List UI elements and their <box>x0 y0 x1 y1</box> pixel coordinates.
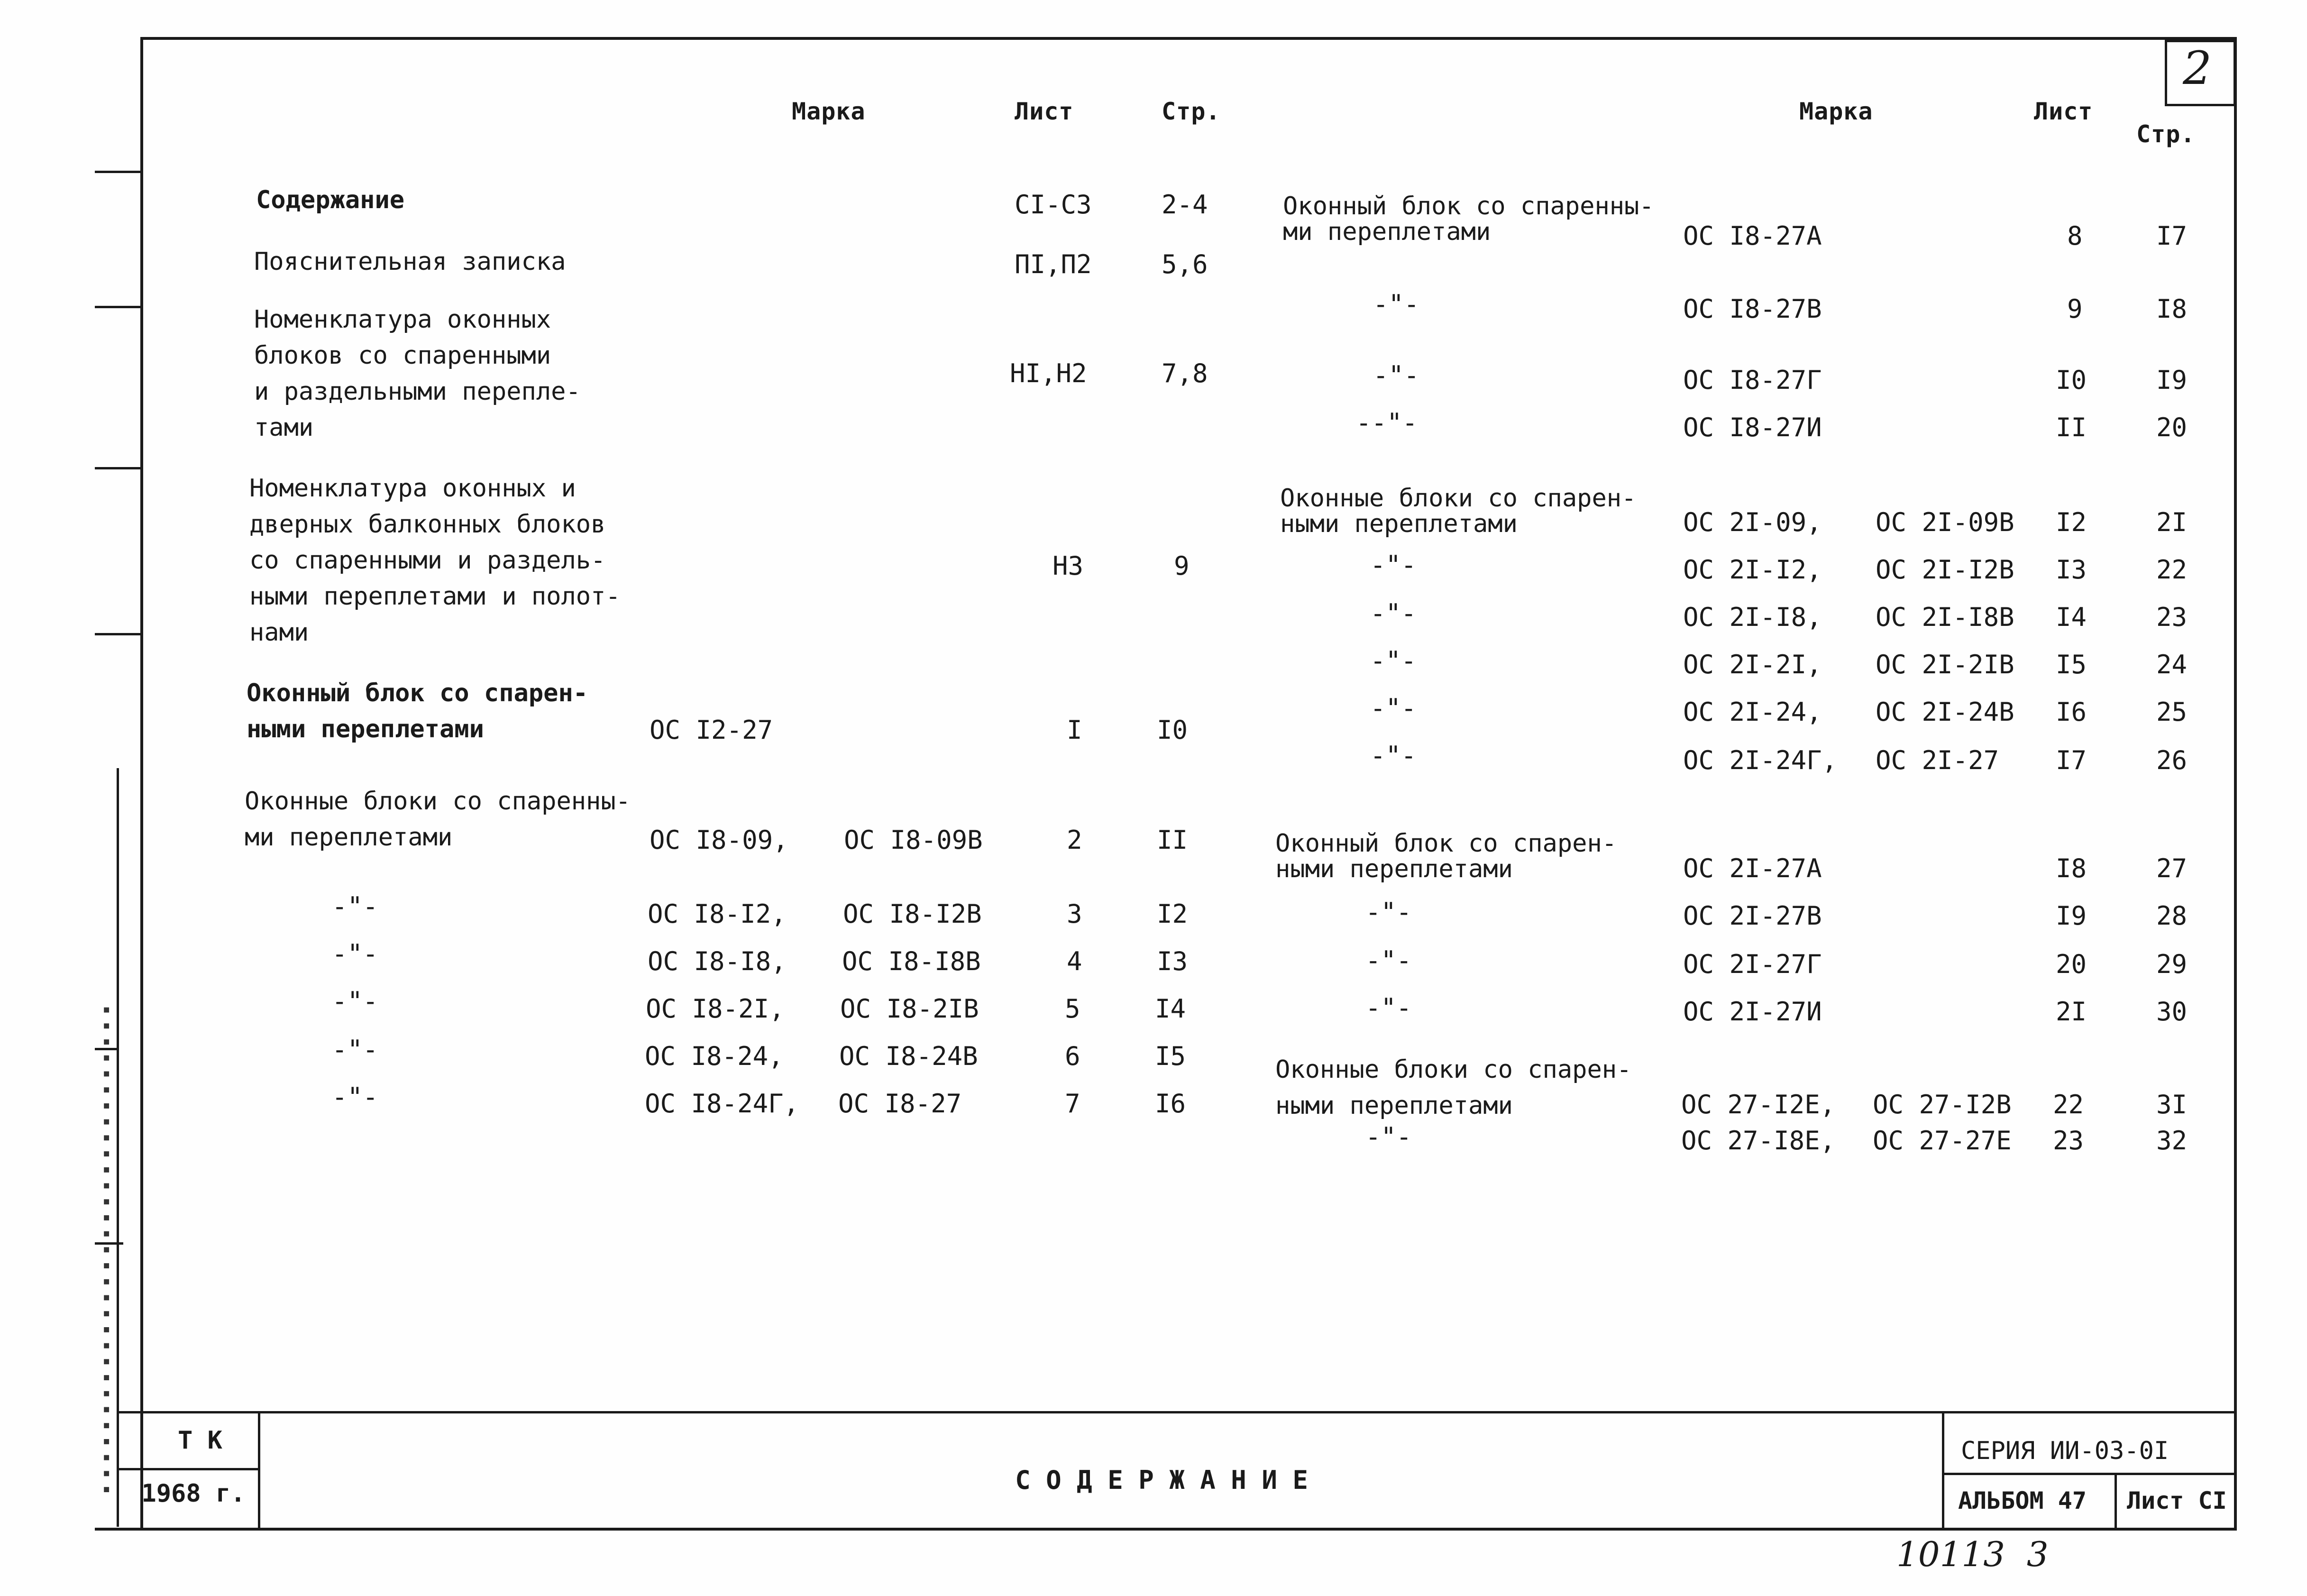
left-item-list: 7 <box>1065 1089 1080 1119</box>
left-item-name: Оконный блок со спарен- ными переплетами <box>247 679 588 743</box>
right-item-name: Оконный блок со спаренны- ми переплетами <box>1283 192 1654 246</box>
right-item-marka: ОС I8-27А <box>1683 221 1822 251</box>
right-item-list: 22 <box>2053 1090 2084 1119</box>
right-item-name: -"- <box>1370 693 1417 723</box>
left-item-list: 2 <box>1067 825 1082 855</box>
right-item-marka2: ОС 2I-24В <box>1876 697 2014 727</box>
right-item-marka: ОС 2I-27В <box>1683 901 1822 931</box>
frame-left <box>140 37 143 1531</box>
stamp-sheet: Лист CI <box>2127 1487 2227 1514</box>
right-header-str: Стр. <box>2136 120 2196 148</box>
left-item-marka2: ОС I8-09В <box>844 825 983 855</box>
right-item-list: 8 <box>2067 221 2083 251</box>
left-item-marka: ОС I8-I2, <box>648 899 787 929</box>
left-item-name: Пояснительная записка <box>254 248 566 276</box>
frame-right <box>2234 37 2237 1531</box>
right-item-marka: ОС 2I-27И <box>1683 997 1822 1027</box>
left-item-list: I <box>1067 715 1082 745</box>
right-header-list: Лист <box>2034 98 2093 125</box>
right-item-name: -"- <box>1370 550 1417 580</box>
left-item-marka: ОС I8-2I, <box>646 994 785 1024</box>
left-item-name: -"- <box>332 1035 378 1064</box>
right-item-name: -"- <box>1370 598 1417 628</box>
left-item-list: HI,H2 <box>1010 358 1087 388</box>
right-item-marka: ОС 2I-09, <box>1683 507 1822 537</box>
title-block-divider <box>1942 1411 1944 1530</box>
left-item-name: -"- <box>332 1082 378 1112</box>
left-item-str: I2 <box>1157 899 1188 929</box>
left-item-marka2: ОС I8-I8В <box>842 946 981 976</box>
right-item-marka: ОС 2I-I8, <box>1683 602 1822 632</box>
left-item-name: -"- <box>332 891 378 921</box>
right-item-list: 2I <box>2056 997 2087 1027</box>
left-item-list: H3 <box>1053 551 1084 581</box>
right-item-str: 3I <box>2156 1090 2188 1119</box>
left-item-str: 5,6 <box>1162 249 1208 279</box>
stamp-album: АЛЬБОМ 47 <box>1958 1487 2087 1514</box>
right-item-list: I8 <box>2056 853 2087 883</box>
margin-vertical-text: ▪ ▪ ▪ ▪ ▪ ▪ ▪ ▪ ▪ ▪ ▪ ▪ ▪ ▪ ▪ ▪ ▪ ▪ ▪ ▪ ▪ ▪ ▪ ▪ ▪ ▪ ▪ ▪ ▪ ▪ ▪ <box>98 1006 113 1494</box>
title-block-right-mid <box>1942 1473 2237 1475</box>
title-block-divider <box>2115 1473 2117 1530</box>
page-number: 2 <box>2183 42 2212 95</box>
right-item-name: Оконные блоки со спарен- ными переплетами <box>1275 1055 1632 1120</box>
right-item-list: I3 <box>2056 555 2087 585</box>
right-item-name: -"- <box>1373 360 1419 390</box>
right-item-str: I8 <box>2156 294 2188 324</box>
right-item-marka: ОС I8-27В <box>1683 294 1822 324</box>
title-block-left-mid <box>119 1468 260 1470</box>
left-item-name: Оконные блоки со спаренны- ми переплетами <box>245 787 631 852</box>
left-item-str: 7,8 <box>1162 358 1208 388</box>
right-item-str: 26 <box>2156 745 2188 775</box>
left-item-list: 6 <box>1065 1041 1080 1071</box>
right-item-list: II <box>2056 413 2087 442</box>
left-header-marka: Марка <box>792 98 866 125</box>
stamp-year: 1968 г. <box>141 1479 246 1508</box>
right-item-marka2: ОС 2I-27 <box>1876 745 1999 775</box>
left-item-str: I6 <box>1155 1089 1186 1119</box>
right-item-list: 20 <box>2056 949 2087 979</box>
left-item-marka2: ОС I8-27 <box>838 1089 962 1119</box>
right-item-str: 27 <box>2156 853 2188 883</box>
right-item-marka: ОС 27-I2Е, <box>1681 1090 1836 1119</box>
right-item-str: 25 <box>2156 697 2188 727</box>
left-item-str: I4 <box>1155 994 1186 1024</box>
left-item-name: -"- <box>332 986 378 1016</box>
margin-tick <box>95 171 140 173</box>
left-item-marka: ОС I8-I8, <box>648 946 787 976</box>
left-item-marka2: ОС I8-24В <box>839 1041 978 1071</box>
right-item-list: 9 <box>2067 294 2083 324</box>
right-item-marka: ОС 2I-24Г, <box>1683 745 1838 775</box>
right-item-marka: ОС 2I-24, <box>1683 697 1822 727</box>
right-item-name: -"- <box>1370 646 1417 676</box>
right-item-name: -"- <box>1365 897 1412 927</box>
left-item-str: I3 <box>1157 946 1188 976</box>
left-header-list: Лист <box>1015 98 1074 125</box>
left-item-marka2: ОС I8-I2В <box>843 899 982 929</box>
right-item-list: 23 <box>2053 1126 2084 1156</box>
left-item-list: 3 <box>1067 899 1082 929</box>
left-item-str: I0 <box>1157 715 1188 745</box>
right-item-list: I7 <box>2056 745 2087 775</box>
title-block-divider <box>258 1411 260 1530</box>
left-item-list: 5 <box>1065 994 1080 1024</box>
right-item-name: -"- <box>1365 945 1412 975</box>
right-item-str: 29 <box>2156 949 2188 979</box>
left-item-name: -"- <box>332 939 378 969</box>
left-item-name: Номенклатура оконных и дверных балконных блоков со спаренными и раздель- ными переплетами и полот- нами <box>249 474 621 647</box>
left-item-str: 2-4 <box>1162 190 1208 220</box>
right-item-str: 23 <box>2156 602 2188 632</box>
right-item-marka2: ОС 27-I2В <box>1873 1090 2012 1119</box>
left-item-marka2: ОС I8-2IВ <box>840 994 979 1024</box>
right-item-str: 2I <box>2156 507 2188 537</box>
right-item-marka2: ОС 2I-09В <box>1876 507 2014 537</box>
left-item-marka: ОС I8-09, <box>650 825 788 855</box>
left-item-str: II <box>1157 825 1188 855</box>
left-item-marka: ОС I8-24Г, <box>645 1089 799 1119</box>
frame-top <box>140 37 2237 40</box>
right-item-str: I7 <box>2156 221 2188 251</box>
right-item-marka2: ОС 2I-I2В <box>1876 555 2014 585</box>
right-item-name: Оконные блоки со спарен- ными переплетами <box>1280 484 1637 538</box>
right-item-list: I0 <box>2056 365 2087 395</box>
right-item-name: -"- <box>1365 993 1412 1023</box>
margin-tick <box>95 306 140 308</box>
right-item-name: --"- <box>1356 408 1418 438</box>
left-item-name: Содержание <box>256 186 405 214</box>
right-item-list: I6 <box>2056 697 2087 727</box>
margin-tick <box>95 633 140 635</box>
title-block-top <box>119 1411 2237 1413</box>
left-item-list: 4 <box>1067 946 1082 976</box>
right-item-str: 28 <box>2156 901 2188 931</box>
left-item-name: Номенклатура оконных блоков со спаренными и раздельными перепле- тами <box>254 305 581 442</box>
stamp-series: СЕРИЯ ИИ-03-0I <box>1961 1437 2169 1465</box>
right-item-str: 24 <box>2156 650 2188 679</box>
right-item-marka: ОС I8-27Г <box>1683 365 1822 395</box>
margin-tick <box>95 467 140 469</box>
right-item-marka: ОС 2I-27А <box>1683 853 1822 883</box>
left-item-list: ПI,П2 <box>1015 249 1092 279</box>
right-item-marka: ОС I8-27И <box>1683 413 1822 442</box>
right-item-marka: ОС 2I-27Г <box>1683 949 1822 979</box>
right-item-str: 30 <box>2156 997 2188 1027</box>
right-item-marka: ОС 27-I8Е, <box>1681 1126 1836 1156</box>
left-item-marka: ОС I2-27 <box>650 715 773 745</box>
right-item-name: -"- <box>1370 741 1417 770</box>
right-item-marka: ОС 2I-I2, <box>1683 555 1822 585</box>
right-item-marka2: ОС 2I-2IВ <box>1876 650 2014 679</box>
right-item-marka: ОС 2I-2I, <box>1683 650 1822 679</box>
right-item-name: -"- <box>1373 289 1419 319</box>
right-item-str: 32 <box>2156 1126 2188 1156</box>
right-item-list: I9 <box>2056 901 2087 931</box>
left-item-str: I5 <box>1155 1041 1186 1071</box>
right-item-str: I9 <box>2156 365 2188 395</box>
frame-bottom <box>95 1528 2237 1531</box>
right-item-list: I4 <box>2056 602 2087 632</box>
right-item-name: -"- <box>1365 1122 1412 1152</box>
stamp-title: С О Д Е Р Ж А Н И Е <box>1015 1465 1308 1495</box>
right-item-str: 20 <box>2156 413 2188 442</box>
left-item-list: CI-C3 <box>1015 190 1092 220</box>
right-item-name: Оконный блок со спарен- ными переплетами <box>1275 829 1617 883</box>
right-item-list: I5 <box>2056 650 2087 679</box>
right-item-marka2: ОС 27-27Е <box>1873 1126 2012 1156</box>
right-header-marka: Марка <box>1799 98 1873 125</box>
right-item-str: 22 <box>2156 555 2188 585</box>
right-item-marka2: ОС 2I-I8В <box>1876 602 2014 632</box>
right-item-list: I2 <box>2056 507 2087 537</box>
left-header-str: Стр. <box>1162 98 1221 125</box>
left-item-str: 9 <box>1174 551 1190 581</box>
stamp-org: Т К <box>178 1426 222 1455</box>
left-item-marka: ОС I8-24, <box>645 1041 784 1071</box>
handwritten-number: 10113 3 <box>1896 1534 2049 1574</box>
